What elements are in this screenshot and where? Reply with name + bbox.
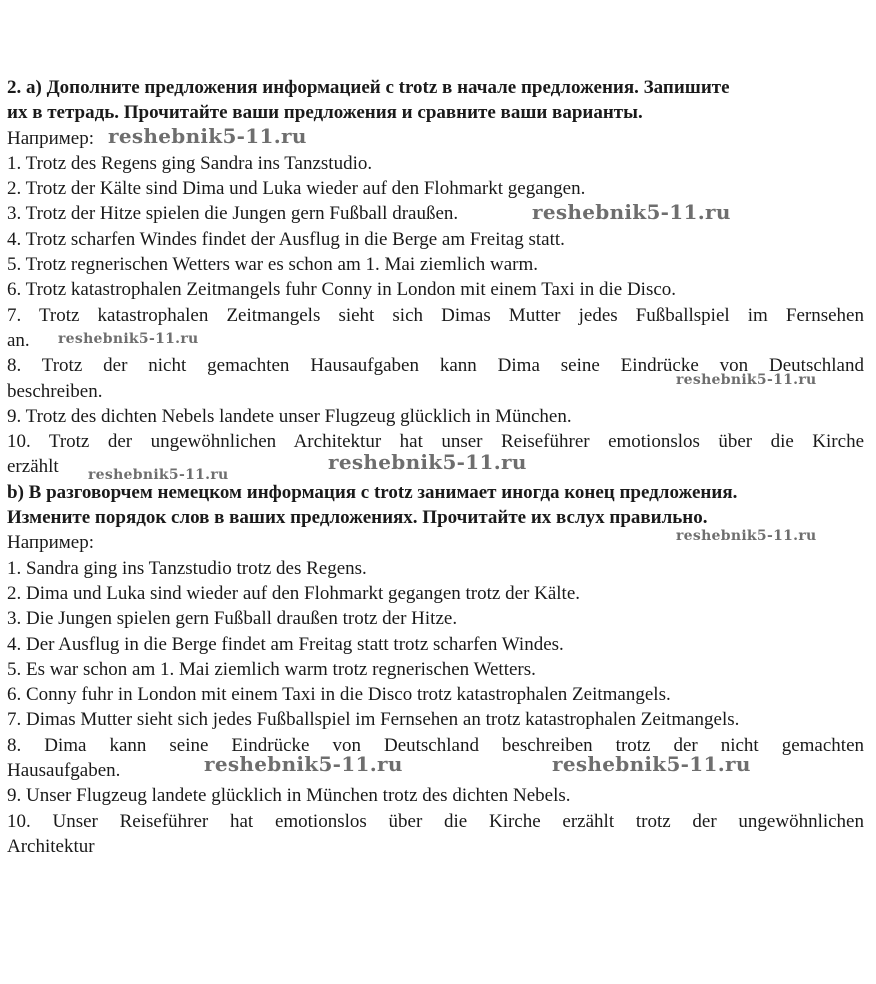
watermark: reshebnik5-11.ru <box>676 372 817 388</box>
watermark: reshebnik5-11.ru <box>88 467 229 483</box>
list-item: 5. Trotz regnerischen Wetters war es schon am 1. Mai ziemlich warm. <box>7 254 539 276</box>
list-item: 2. Trotz der Kälte sind Dima und Luka wieder auf den Flohmarkt gegangen. <box>7 178 586 200</box>
list-item-10-line1: 10. Trotz der ungewöhnlichen Architektur hat unser Reiseführer emotionslos über die Kirche <box>7 431 864 453</box>
section-a-heading-line1: 2. а) Дополните предложения информацией с trotz в начале предложения. Запишите <box>7 77 730 98</box>
list-item-7-line1: 7. Trotz katastrophalen Zeitmangels sieht sich Dimas Mutter jedes Fußballspiel im Fernsehen <box>7 304 864 326</box>
list-item: 7. Dimas Mutter sieht sich jedes Fußballspiel im Fernsehen an trotz katastrophalen Zeitmangels. <box>7 709 740 731</box>
watermark: reshebnik5-11.ru <box>532 200 731 224</box>
list-item-8-line1: 8. Trotz der nicht gemachten Hausaufgaben kann Dima seine Eindrücke von Deutschland <box>7 355 864 377</box>
list-item: 3. Die Jungen spielen gern Fußball draußen trotz der Hitze. <box>7 608 458 630</box>
list-item: 3. Trotz der Hitze spielen die Jungen gern Fußball draußen. <box>7 203 459 225</box>
watermark: reshebnik5-11.ru <box>552 752 751 776</box>
list-item: 4. Trotz scharfen Windes findet der Ausflug in die Berge am Freitag statt. <box>7 228 565 250</box>
list-item-10-line1: 10. Unser Reiseführer hat emotionslos über die Kirche erzählt trotz der ungewöhnlichen <box>7 810 864 832</box>
list-item-8-line1: 8. Dima kann seine Eindrücke von Deutschland beschreiben trotz der nicht gemachten <box>7 734 864 756</box>
list-item-8-line2: beschreiben. <box>7 380 103 402</box>
watermark: reshebnik5-11.ru <box>108 124 307 148</box>
list-item-10-line2: Architektur <box>7 835 95 857</box>
list-item-7-line2: an. <box>7 329 30 351</box>
watermark: reshebnik5-11.ru <box>676 528 817 544</box>
list-item: 1. Trotz des Regens ging Sandra ins Tanzstudio. <box>7 152 373 174</box>
watermark: reshebnik5-11.ru <box>58 331 199 347</box>
list-item-10-line2: erzählt <box>7 456 59 478</box>
watermark: reshebnik5-11.ru <box>204 752 403 776</box>
list-item-8-line2: Hausaufgaben. <box>7 760 121 782</box>
section-a-example-label: Например: <box>7 127 94 149</box>
list-item-9: 9. Unser Flugzeug landete glücklich in München trotz des dichten Nebels. <box>7 785 571 807</box>
section-b-heading-line1: b) В разговорчем немецком информация с trotz занимает иногда конец предложения. <box>7 481 738 503</box>
section-b-example-label: Например: <box>7 532 94 554</box>
list-item: 1. Sandra ging ins Tanzstudio trotz des Regens. <box>7 557 367 579</box>
list-item: 6. Conny fuhr in London mit einem Taxi in die Disco trotz katastrophalen Zeitmangels. <box>7 684 671 706</box>
section-b-list <box>7 556 864 860</box>
list-item-9: 9. Trotz des dichten Nebels landete unser Flugzeug glücklich in München. <box>7 405 572 427</box>
list-item: 2. Dima und Luka sind wieder auf den Flohmarkt gegangen trotz der Kälte. <box>7 582 580 604</box>
list-item: 4. Der Ausflug in die Berge findet am Freitag statt trotz scharfen Windes. <box>7 633 564 655</box>
list-item: 6. Trotz katastrophalen Zeitmangels fuhr Conny in London mit einem Taxi in die Disco. <box>7 279 677 301</box>
section-b-heading-line2: Измените порядок слов в ваших предложениях. Прочитайте их вслух правильно. <box>7 507 708 529</box>
list-item: 5. Es war schon am 1. Mai ziemlich warm trotz regnerischen Wetters. <box>7 658 536 680</box>
watermark: reshebnik5-11.ru <box>328 450 527 474</box>
section-a-heading-line2: их в тетрадь. Прочитайте ваши предложения и сравните ваши варианты. <box>7 102 643 124</box>
section-a-list <box>7 151 864 480</box>
